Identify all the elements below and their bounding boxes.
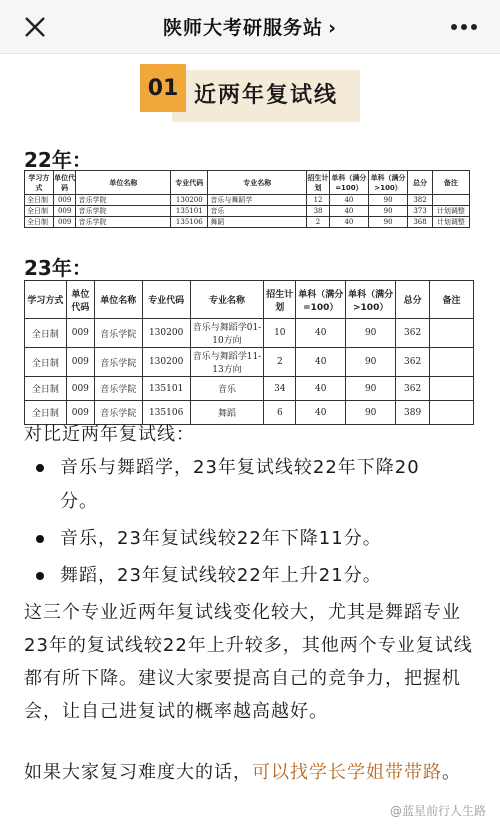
table-cell: 009 (53, 195, 76, 206)
table-cell: 40 (296, 319, 346, 348)
header-cell: 单位名称 (76, 171, 171, 195)
bullet-dot (36, 535, 44, 543)
header-cell: 单位代码 (53, 171, 76, 195)
header-cell: 专业名称 (208, 171, 307, 195)
table-cell (430, 319, 474, 348)
table-cell: 2 (307, 217, 330, 228)
section-number: 01 (140, 64, 186, 112)
table-cell: 2 (264, 348, 296, 377)
table-cell: 音乐学院 (94, 319, 142, 348)
table-cell: 全日制 (25, 377, 67, 401)
header-cell: 总分 (408, 171, 433, 195)
bullet-text: 分。 (60, 491, 98, 512)
header-cell: 单位代码 (66, 281, 94, 319)
table-cell (430, 377, 474, 401)
table-cell: 舞蹈 (190, 401, 264, 425)
bullet-text: 音乐与舞蹈学，23年复试线较22年下降20 (60, 457, 420, 478)
table-cell (432, 195, 469, 206)
account-title[interactable] (163, 13, 337, 40)
section-title: 近两年复试线 (194, 83, 339, 108)
table-cell: 40 (329, 195, 368, 206)
bullet-dot (36, 572, 44, 580)
compare-heading: 对比近两年复试线： (24, 424, 195, 445)
table-row (25, 195, 470, 206)
table-cell: 音乐学院 (76, 206, 171, 217)
table-cell: 90 (369, 195, 408, 206)
header-cell: 备注 (430, 281, 474, 319)
table-cell: 舞蹈 (208, 217, 307, 228)
table-cell: 全日制 (25, 401, 67, 425)
header-cell: 专业名称 (190, 281, 264, 319)
table-cell: 10 (264, 319, 296, 348)
table-cell: 90 (346, 401, 396, 425)
table-cell: 135106 (142, 401, 190, 425)
table-cell: 009 (66, 319, 94, 348)
table-cell: 368 (408, 217, 433, 228)
closing-text: 如果大家复习难度大的话， (24, 762, 252, 783)
table-cell: 全日制 (25, 206, 54, 217)
table-cell: 全日制 (25, 319, 67, 348)
table-cell: 90 (346, 319, 396, 348)
table-cell: 382 (408, 195, 433, 206)
chevron-right-icon: › (328, 17, 337, 39)
table-row (25, 206, 470, 217)
table-cell: 009 (66, 377, 94, 401)
table-cell: 130200 (142, 319, 190, 348)
table-cell: 135101 (142, 377, 190, 401)
table-cell (430, 401, 474, 425)
table-cell: 009 (53, 217, 76, 228)
bullet-text: 舞蹈，23年复试线较22年上升21分。 (60, 565, 382, 586)
table-cell: 全日制 (25, 348, 67, 377)
header-cell: 招生计划 (307, 171, 330, 195)
watermark: @蓝星前行人生路 (389, 804, 486, 818)
table-cell: 音乐学院 (94, 377, 142, 401)
table-cell: 40 (296, 348, 346, 377)
table-row (25, 319, 474, 348)
header-cell: 单科（满分>100） (346, 281, 396, 319)
header-cell: 单科（满分=100） (296, 281, 346, 319)
header-cell: 招生计划 (264, 281, 296, 319)
table-row (25, 348, 474, 377)
table-cell: 40 (296, 401, 346, 425)
summary-paragraph: 这三个专业近两年复试线变化较大，尤其是舞蹈专业23年的复试线较22年上升较多，其他两个专业复试线都有所下降。建议大家要提高自己的竞争力，把握机会，让自己进复试的概率越高越好。 (24, 602, 473, 722)
table-cell: 计划调整 (432, 206, 469, 217)
table-23 (24, 280, 474, 425)
header-cell: 单位名称 (94, 281, 142, 319)
table-header-row (25, 171, 470, 195)
nav-title: 陕师大考研服务站 (163, 17, 324, 39)
table-cell: 34 (264, 377, 296, 401)
year-23-label: 23年： (24, 256, 92, 280)
table-cell: 362 (396, 377, 430, 401)
more-icon[interactable] (450, 16, 478, 38)
table-cell: 009 (66, 348, 94, 377)
table-cell: 40 (296, 377, 346, 401)
close-icon[interactable] (20, 12, 50, 42)
table-cell: 90 (346, 348, 396, 377)
table-cell: 009 (53, 206, 76, 217)
bullet-text: 音乐，23年复试线较22年下降11分。 (60, 528, 382, 549)
table-header-row (25, 281, 474, 319)
header-cell: 专业代码 (171, 171, 208, 195)
table-cell: 音乐与舞蹈学 (208, 195, 307, 206)
section-badge (140, 64, 360, 122)
closing-paragraph (24, 756, 480, 789)
table-row (25, 217, 470, 228)
table-cell: 全日制 (25, 195, 54, 206)
table-cell: 计划调整 (432, 217, 469, 228)
header-cell: 专业代码 (142, 281, 190, 319)
top-nav-bar (0, 0, 500, 54)
table-cell: 135106 (171, 217, 208, 228)
table-cell: 音乐 (208, 206, 307, 217)
table-cell: 音乐与舞蹈学01-10方向 (190, 319, 264, 348)
header-cell: 单科（满分=100） (329, 171, 368, 195)
table-22 (24, 170, 470, 228)
table-cell (430, 348, 474, 377)
table-cell: 362 (396, 348, 430, 377)
table-cell: 38 (307, 206, 330, 217)
table-cell: 90 (369, 217, 408, 228)
table-cell: 12 (307, 195, 330, 206)
table-cell: 音乐学院 (76, 217, 171, 228)
table-cell: 音乐学院 (94, 348, 142, 377)
table-cell: 362 (396, 319, 430, 348)
table-cell: 130200 (142, 348, 190, 377)
header-cell: 总分 (396, 281, 430, 319)
bullet-dot (36, 464, 44, 472)
table-cell: 音乐与舞蹈学11-13方向 (190, 348, 264, 377)
table-cell: 90 (369, 206, 408, 217)
table-cell: 90 (346, 377, 396, 401)
table-cell: 389 (396, 401, 430, 425)
closing-end: 。 (442, 762, 461, 783)
table-cell: 音乐学院 (76, 195, 171, 206)
table-cell: 009 (66, 401, 94, 425)
table-cell: 6 (264, 401, 296, 425)
table-cell: 373 (408, 206, 433, 217)
table-cell: 135101 (171, 206, 208, 217)
table-cell: 音乐 (190, 377, 264, 401)
table-cell: 音乐学院 (94, 401, 142, 425)
table-cell: 130200 (171, 195, 208, 206)
table-cell: 40 (329, 206, 368, 217)
table-row (25, 377, 474, 401)
year-22-label: 22年： (24, 148, 92, 172)
header-cell: 学习方式 (25, 171, 54, 195)
header-cell: 学习方式 (25, 281, 67, 319)
header-cell: 备注 (432, 171, 469, 195)
table-cell: 40 (329, 217, 368, 228)
table-cell: 全日制 (25, 217, 54, 228)
mentor-link[interactable]: 可以找学长学姐带带路 (252, 762, 442, 783)
header-cell: 单科（满分>100） (369, 171, 408, 195)
